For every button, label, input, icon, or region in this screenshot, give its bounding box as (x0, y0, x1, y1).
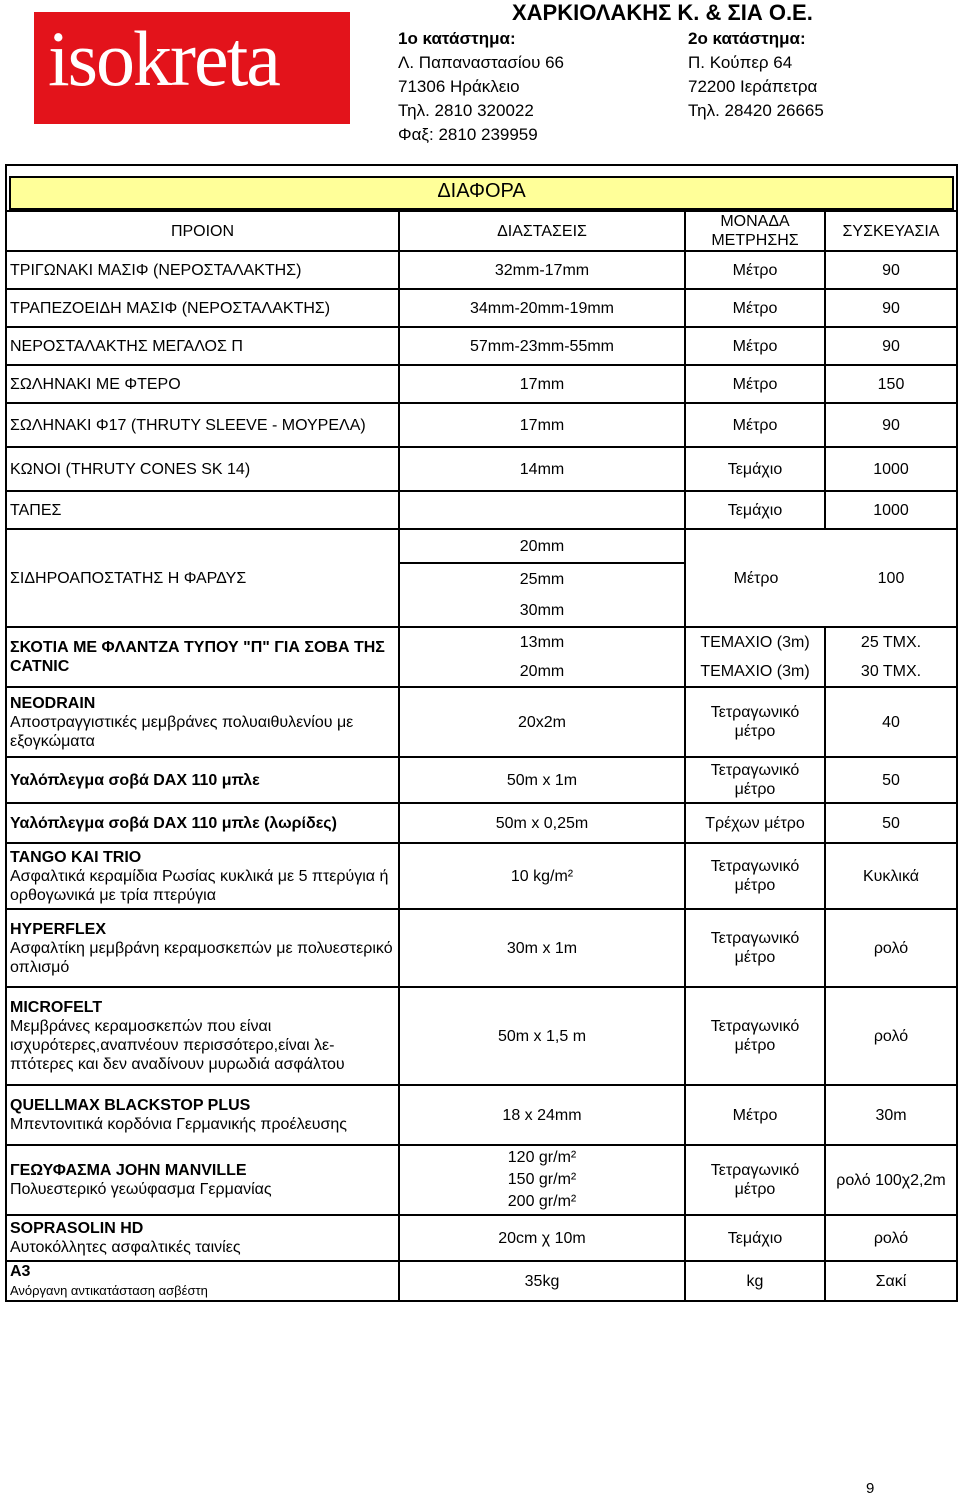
unit-value: Μέτρο (685, 327, 825, 365)
store-1-phone: Τηλ. 2810 320022 (398, 101, 534, 120)
dimension-value: 18 x 24mm (399, 1085, 685, 1145)
table-title-cell (6, 165, 957, 211)
product-description: Μεμβράνες κεραμοσκεπών που είναι ισχυρότερες,αναπνέουν περισσότερο,είναι λε-πτότερες και δεν αναδίνουν μυρωδιά ασφάλτου (10, 1018, 345, 1073)
dimension-value: 50m x 1m (399, 757, 685, 803)
product-description: Ασφαλτίκη μεμβράνη κεραμοσκεπών με πολυεστερικό οπλισμό (10, 939, 393, 976)
product-name: ΣΙΔΗΡΟΑΠΟΣΤΑΤΗΣ Η ΦΑΡΔΥΣ (6, 529, 399, 627)
unit-value: Τετραγωνικό μέτρο (685, 843, 825, 909)
table-row (6, 403, 957, 447)
store-1-info (398, 27, 564, 147)
unit-value: kg (685, 1261, 825, 1301)
product-name: MICROFELT (10, 999, 103, 1016)
table-row (6, 1145, 957, 1215)
table-row (6, 687, 957, 757)
dimension-value: 150 gr/m² (507, 1171, 577, 1188)
product-description: Ασφαλτικά κεραμίδια Ρωσίας κυκλικά με 5 πτερύγια ή ορθογωνικά με τρία πτερύγια (10, 867, 389, 904)
table-row (6, 909, 957, 987)
unit-value: Μέτρο (685, 251, 825, 289)
dimension-value: 200 gr/m² (507, 1193, 577, 1210)
product-name: QUELLMAX BLACKSTOP PLUS (10, 1097, 251, 1114)
unit-value: Τεμάχιο (685, 447, 825, 491)
unit-value: Τετραγωνικό μέτρο (685, 687, 825, 757)
table-row (6, 327, 957, 365)
dimension-value: 10 kg/m² (399, 843, 685, 909)
unit-value: Τεμάχιο (685, 1215, 825, 1261)
dimension-value (399, 491, 685, 529)
unit-value: Μέτρο (685, 289, 825, 327)
page-number: 9 (866, 1480, 875, 1497)
product-name: ΓΕΩΥΦΑΣΜΑ JOHN MANVILLE (10, 1162, 247, 1179)
col-header-unit: ΜΟΝΑΔΑ ΜΕΤΡΗΣΗΣ (685, 211, 825, 251)
product-name: ΣΩΛΗΝΑΚΙ ΜΕ ΦΤΕΡΟ (6, 365, 399, 403)
package-value: Σακί (825, 1261, 957, 1301)
table-row (6, 491, 957, 529)
product-table (5, 164, 958, 1302)
package-value: 40 (825, 687, 957, 757)
table-row (6, 447, 957, 491)
col-header-dimensions: ΔΙΑΣΤΑΣΕΙΣ (399, 211, 685, 251)
unit-value: ΤΕΜΑΧΙΟ (3m) (685, 657, 825, 687)
package-value: 30 ΤΜΧ. (825, 657, 957, 687)
table-row (6, 365, 957, 403)
dimension-value: 50m x 1,5 m (399, 987, 685, 1085)
store-2-heading: 2ο κατάστημα: (688, 29, 806, 48)
unit-value: Τετραγωνικό μέτρο (685, 757, 825, 803)
product-name: HYPERFLEX (10, 920, 107, 938)
package-value: Κυκλικά (825, 843, 957, 909)
store-1-fax: Φαξ: 2810 239959 (398, 125, 538, 144)
product-name: Υαλόπλεγμα σοβά DAX 110 μπλε (λωρίδες) (6, 803, 399, 843)
col-header-package: ΣΥΣΚΕΥΑΣΙΑ (825, 211, 957, 251)
dimension-value: 34mm-20mm-19mm (399, 289, 685, 327)
header-row (6, 211, 957, 251)
product-description: Πολυεστερικό γεωύφασμα Γερμανίας (10, 1181, 272, 1198)
package-value: 150 (825, 365, 957, 403)
product-name: TANGO KAI TRIO (10, 848, 142, 866)
dimension-value: 14mm (399, 447, 685, 491)
product-name: Υαλόπλεγμα σοβά DAX 110 μπλε (6, 757, 399, 803)
package-value: 25 ΤΜΧ. (825, 627, 957, 657)
unit-value: Τετραγωνικό μέτρο (685, 909, 825, 987)
dimension-value: 120 gr/m² (507, 1149, 577, 1166)
package-value: 90 (825, 327, 957, 365)
store-2-street: Π. Κούπερ 64 (688, 53, 793, 72)
package-value: ρολό (825, 1215, 957, 1261)
package-value: ρολό 100χ2,2m (825, 1145, 957, 1215)
product-name: ΣΩΛΗΝΑΚΙ Φ17 (THRUTY SLEEVE - ΜΟΥΡΕΛΑ) (6, 403, 399, 447)
package-value: 100 (877, 569, 905, 587)
unit-value: Τρέχων μέτρο (685, 803, 825, 843)
table-row (6, 251, 957, 289)
store-2-phone: Τηλ. 28420 26665 (688, 101, 824, 120)
product-name: NEODRAIN (10, 694, 96, 712)
store-2-info (688, 27, 824, 123)
store-1-heading: 1ο κατάστημα: (398, 29, 516, 48)
dimension-value: 20mm (399, 529, 685, 563)
store-2-city: 72200 Ιεράπετρα (688, 77, 818, 96)
package-value: 90 (825, 289, 957, 327)
package-value: 30m (825, 1085, 957, 1145)
product-name: ΣΚΟΤΙΑ ΜΕ ΦΛΑΝΤΖΑ ΤΥΠΟΥ "Π" ΓΙΑ ΣΟΒΑ ΤΗΣ CATNIC (6, 627, 399, 687)
package-value: 50 (825, 757, 957, 803)
table-row (6, 803, 957, 843)
dimension-value: 13mm (399, 627, 685, 657)
table-row (6, 627, 957, 657)
product-name: ΚΩΝΟΙ (THRUTY CONES SK 14) (6, 447, 399, 491)
dimension-value: 20mm (399, 657, 685, 687)
product-name: ΤΡΑΠΕΖΟΕΙΔΗ ΜΑΣΙΦ (ΝΕΡΟΣΤΑΛΑΚΤΗΣ) (6, 289, 399, 327)
package-value: 50 (825, 803, 957, 843)
dimension-value: 30m x 1m (399, 909, 685, 987)
table-row (6, 529, 957, 563)
col-header-product: ΠΡΟΙΟΝ (6, 211, 399, 251)
product-description: Ανόργανη αντικατάσταση ασβέστη (10, 1283, 208, 1298)
product-description: Αποστραγγιστικές μεμβράνες πολυαιθυλενίου με εξογκώματα (10, 713, 354, 750)
dimension-value: 20cm χ 10m (399, 1215, 685, 1261)
logo-wordmark: isokreta (48, 15, 279, 102)
package-value: 90 (825, 403, 957, 447)
package-value: 90 (825, 251, 957, 289)
dimension-value: 20x2m (399, 687, 685, 757)
product-name: SOPRASOLIN HD (10, 1220, 144, 1237)
dimension-value: 17mm (399, 403, 685, 447)
unit-value: Τεμάχιο (685, 491, 825, 529)
product-name: ΝΕΡΟΣΤΑΛΑΚΤΗΣ ΜΕΓΑΛΟΣ Π (6, 327, 399, 365)
table-row (6, 843, 957, 909)
unit-value: ΤΕΜΑΧΙΟ (3m) (685, 627, 825, 657)
product-name: ΤΡΙΓΩΝΑΚΙ ΜΑΣΙΦ (ΝΕΡΟΣΤΑΛΑΚΤΗΣ) (6, 251, 399, 289)
table-row (6, 1085, 957, 1145)
package-value: ρολό (825, 909, 957, 987)
package-value: 1000 (825, 447, 957, 491)
table-row (6, 289, 957, 327)
table-row (6, 1261, 957, 1301)
product-description: Αυτοκόλλητες ασφαλτικές ταινίες (10, 1239, 241, 1256)
store-1-city: 71306 Ηράκλειο (398, 77, 520, 96)
package-value: 1000 (825, 491, 957, 529)
dimension-value: 35kg (399, 1261, 685, 1301)
dimension-value: 32mm-17mm (399, 251, 685, 289)
unit-value: Μέτρο (685, 1085, 825, 1145)
product-name: ΤΑΠΕΣ (6, 491, 399, 529)
unit-value: Μέτρο (685, 365, 825, 403)
product-name: A3 (10, 1263, 31, 1280)
unit-value: Τετραγωνικό μέτρο (685, 987, 825, 1085)
unit-value: Τετραγωνικό μέτρο (685, 1145, 825, 1215)
package-value: ρολό (825, 987, 957, 1085)
table-title: ΔΙΑΦΟΡΑ (437, 180, 526, 202)
isokreta-logo (34, 12, 350, 124)
company-name: ΧΑΡΚΙΟΛΑΚΗΣ Κ. & ΣΙΑ Ο.Ε. (512, 0, 813, 25)
dimension-value: 17mm (399, 365, 685, 403)
unit-value: Μέτρο (685, 403, 825, 447)
dimension-value: 50m x 0,25m (399, 803, 685, 843)
table-row (6, 757, 957, 803)
product-description: Μπεντονιτικά κορδόνια Γερμανικής προέλευσης (10, 1116, 347, 1133)
dimension-value: 57mm-23mm-55mm (399, 327, 685, 365)
dimension-value: 30mm (399, 595, 685, 627)
table-row (6, 987, 957, 1085)
table-row (6, 1215, 957, 1261)
dimension-value: 25mm (399, 563, 685, 595)
unit-value: Μέτρο (733, 569, 779, 587)
store-1-street: Λ. Παπαναστασίου 66 (398, 53, 564, 72)
